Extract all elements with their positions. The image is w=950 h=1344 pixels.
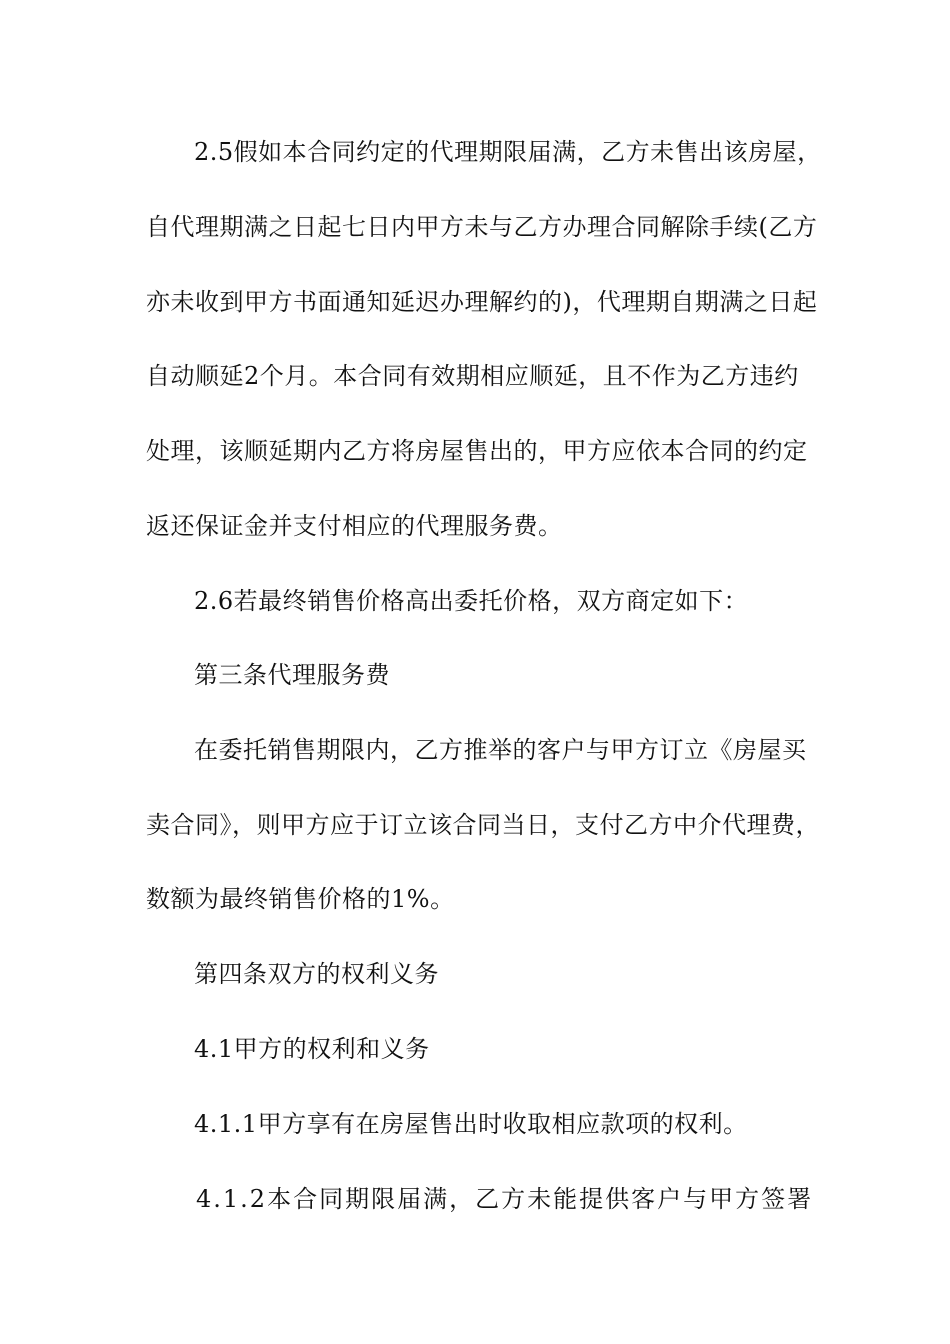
clause-2-6: 2.6若最终销售价格高出委托价格，双方商定如下： xyxy=(194,587,749,615)
article-3-line-1: 在委托销售期限内，乙方推举的客户与甲方订立《房屋买 xyxy=(194,736,807,764)
article-3-line-2: 卖合同》，则甲方应于订立该合同当日，支付乙方中介代理费， xyxy=(146,811,820,839)
clause-4-1: 4.1甲方的权利和义务 xyxy=(194,1035,430,1063)
clause-4-1-1: 4.1.1甲方享有在房屋售出时收取相应款项的权利。 xyxy=(194,1110,748,1138)
clause-2-5-line-4: 自动顺延2个月。本合同有效期相应顺延，且不作为乙方违约 xyxy=(146,362,799,390)
clause-2-5-line-2: 自代理期满之日起七日内甲方未与乙方办理合同解除手续(乙方 xyxy=(146,213,818,241)
clause-2-5-line-5: 处理，该顺延期内乙方将房屋售出的，甲方应依本合同的约定 xyxy=(146,437,808,465)
article-4-heading: 第四条双方的权利义务 xyxy=(194,960,439,988)
article-3-heading: 第三条代理服务费 xyxy=(194,661,390,689)
clause-4-1-2-line-1: 4.1.2本合同期限届满，乙方未能提供客户与甲方签署 xyxy=(196,1185,814,1213)
clause-2-5-line-1: 2.5假如本合同约定的代理期限届满，乙方未售出该房屋， xyxy=(194,138,822,166)
clause-2-5-line-6: 返还保证金并支付相应的代理服务费。 xyxy=(146,512,563,540)
clause-2-5-line-3: 亦未收到甲方书面通知延迟办理解约的)，代理期自期满之日起 xyxy=(146,288,818,316)
article-3-line-3: 数额为最终销售价格的1%。 xyxy=(146,885,455,913)
